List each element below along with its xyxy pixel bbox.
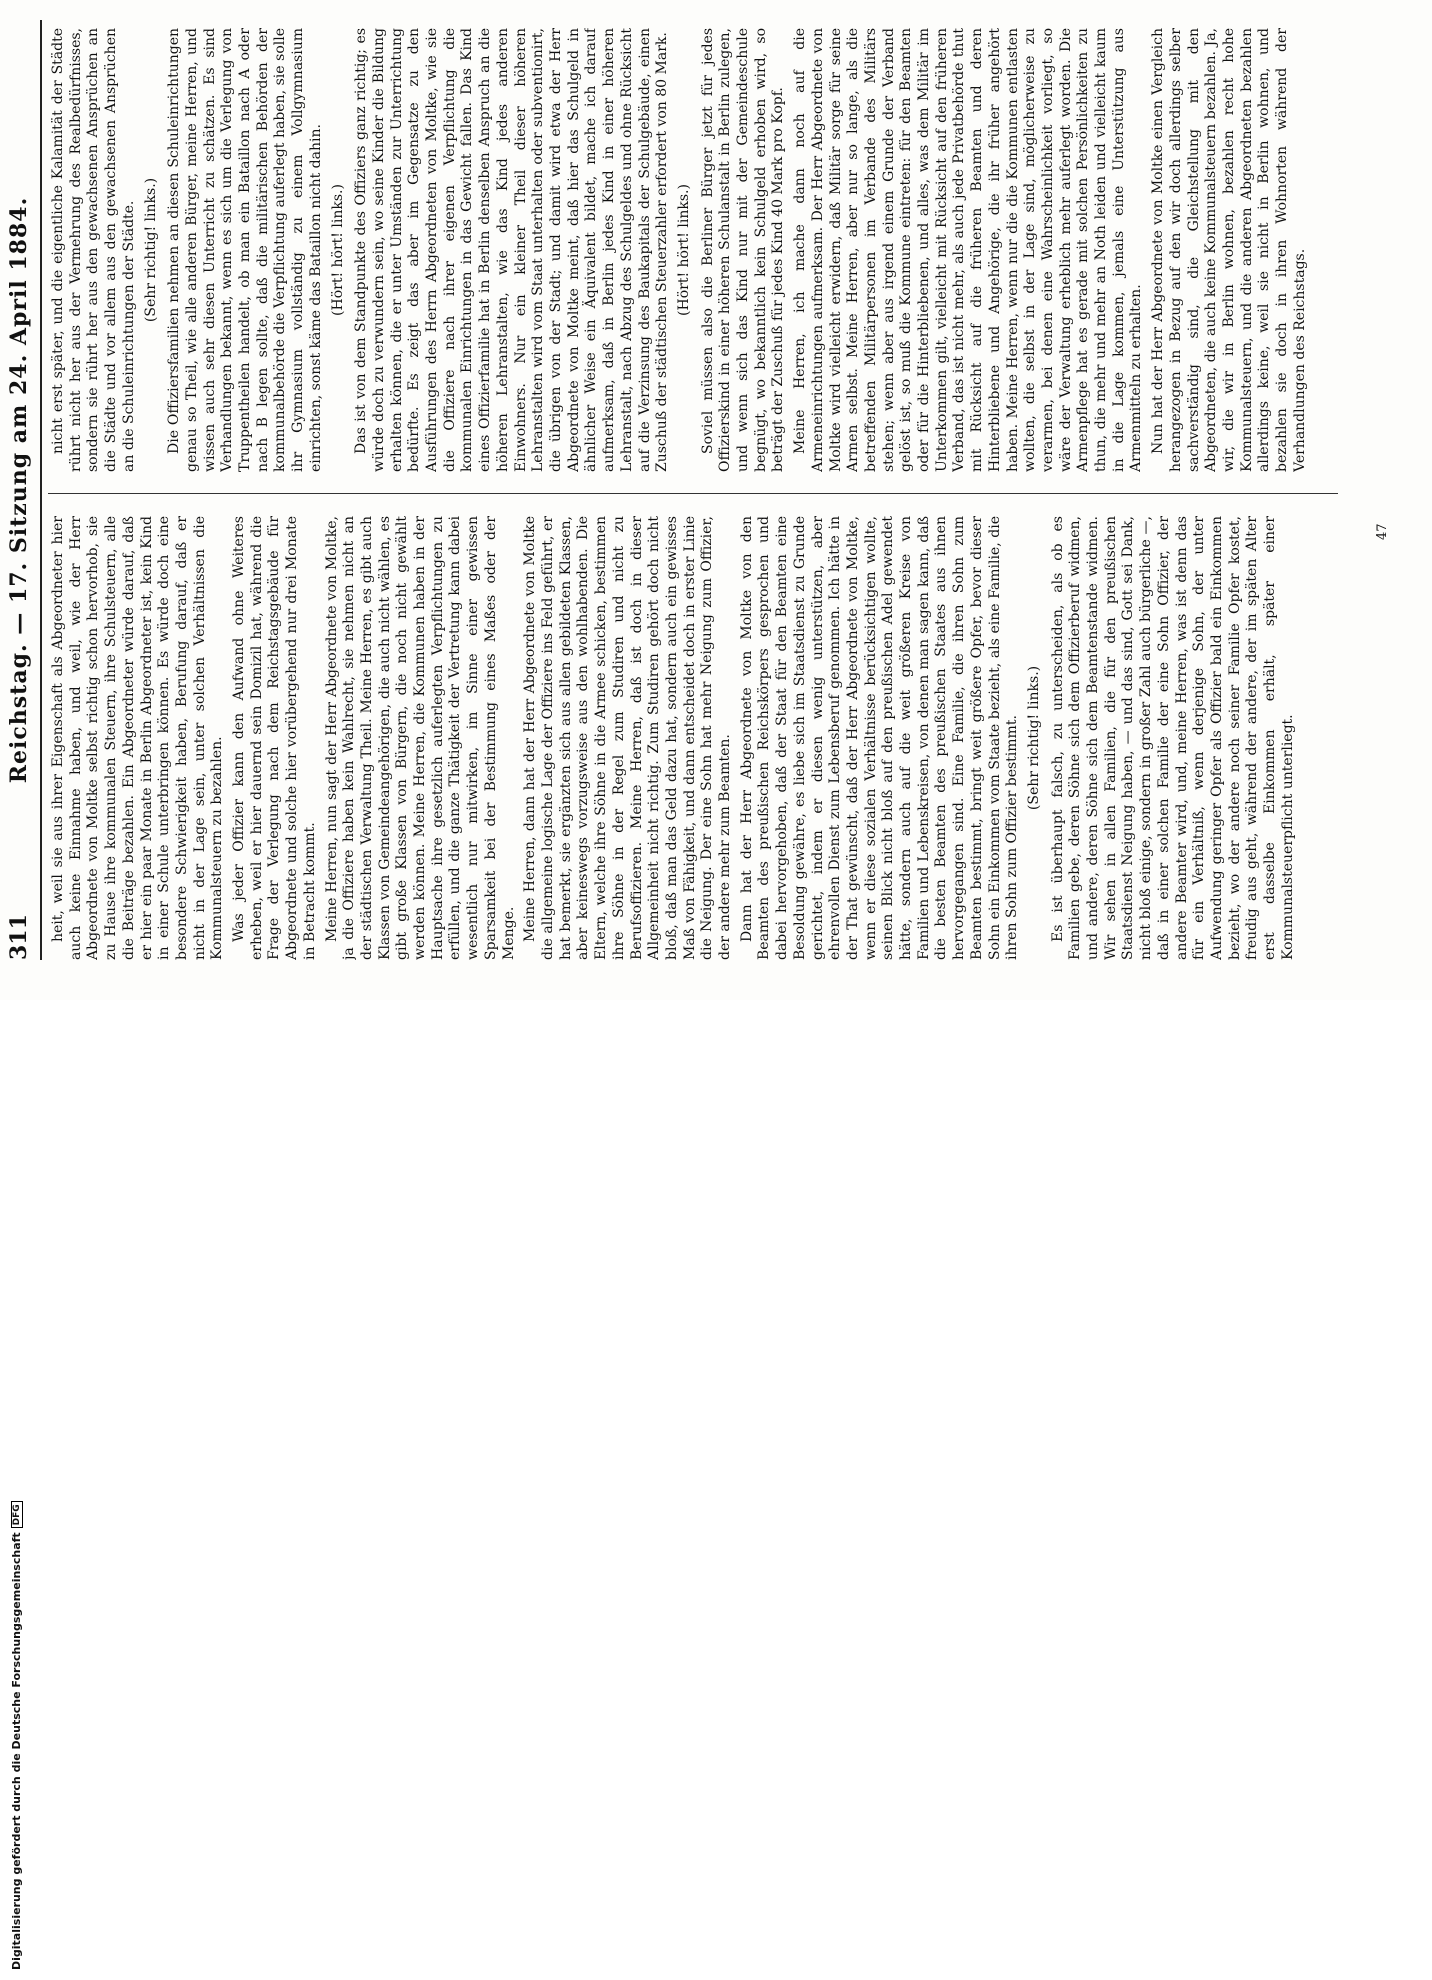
left-paragraph: Dann hat der Herr Abgeordnete von Moltke von den Beamten des preußischen Reichskörpers gesprochen und dabei hervorgehoben, daß der Staat für den Beamten eine Besoldung gewähre, es liebe sich im Staatsdienst zu Grunde gerichtet, indem er diesen wenig unterstützen, aber ehrenvollen Dienst zum Lebensberuf genommen. Ich hätte in der That gewünscht, daß der Herr Abgeordnete von Moltke, wenn er diese sozialen Verhältnisse berücksichtigen wollte, seinen Blick nicht bloß auf den preußischen Adel gewendet hätte, sondern auch auf die weit größeren Kreise von Familien und Lebenskreisen, von denen man sagen kann, daß die besten Beamten des preußischen Staates aus ihnen hervorgegangen sind. Eine Familie, die ihren Sohn zum Beamten bestimmt, bringt weit größere Opfer, bevor dieser Sohn ein Einkommen vom Staate bezieht, als eine Familie, die ihren Sohn zum Offizier bestimmt. bbox=[738, 516, 1021, 960]
interjection: (Sehr richtig! links.) bbox=[1025, 665, 1042, 811]
left-paragraph: Es ist überhaupt falsch, zu unterscheiden, als ob es Familien gebe, deren Söhne sich dem Offizierberuf widmen, und andere, deren Söhne sich dem Beamtenstande widmen. Wir sehen in allen Familien, die für den preußischen Staatsdienst Neigung haben, — und das sind, Gott sei Dank, nicht bloß einige, sondern in großer Zahl auch bürgerliche —, daß in einer solchen Familie der eine Sohn Offizier, der andere Beamter wird, und, meine Herren, was ist denn das für ein Verhältniß, wenn derjenige Sohn, der unter Aufwendung geringer Opfer als Offizier bald ein Einkommen bezieht, wo der andere noch seiner Familie Opfer kostet, freudig aus geht, während der andere, der im späten Alter erst dasselbe Einkommen erhält, später einer Kommunalsteuerpflicht unterliegt. bbox=[1049, 516, 1296, 960]
right-paragraph: nicht erst später, und die eigentliche Kalamität der Städte rührt nicht her aus der Vermehrung des Realbedürfnisses, sondern sie rührt her aus den gewachsenen Ansprüchen an die Städte und vor allem aus den gewachsenen Ansprüchen an die Schuleinrichtungen der Städte. bbox=[50, 28, 137, 472]
credit-text: Digitalisierung gefördert durch die Deutsche Forschungsgemeinschaft bbox=[10, 1532, 23, 1970]
running-head: Reichstag. — 17. Sitzung am 24. April 1884. bbox=[6, 196, 32, 784]
right-paragraph: Soviel müssen also die Berliner Bürger jetzt für jedes Offizierskind in einer höheren Schulanstalt in Berlin zulegen, und wenn sich das Kind nur mit der Gemeindeschule begnügt, wo bekanntlich kein Schulgeld erhoben wird, so beträgt der Zuschuß für jedes Kind 40 Mark pro Kopf. bbox=[699, 28, 787, 472]
left-paragraph: heit, weil sie aus ihrer Eigenschaft als Abgeordneter hier auch keine Einnahme haben, und weil, wie der Herr Abgeordnete von Moltke selbst richtig schon hervorhob, sie zu Hause ihre kommunalen Steuern, ihre Schulsteuern, alle die Beiträge bezahlen. Ein Abgeordneter würde darauf, daß er hier ein paar Monate in Berlin Abgeordneter ist, kein Kind in einer Schule unterbringen können. Es würde doch eine besondere Schwierigkeit haben, Berufung darauf, daß er nicht in der Lage sein, unter solchen Verhältnissen die Kommunalsteuern zu bezahlen. bbox=[50, 516, 226, 960]
right-paragraph: Nun hat der Herr Abgeordnete von Moltke einen Vergleich herangezogen in Bezug auf den wir doch allerdings selber sachverständig sind, die Gleichstellung mit den Abgeordneten, die auch keine Kommunalsteuern bezahlen. Ja, wir, die wir in Berlin wohnen, bezahlen recht hohe Kommunalsteuern, und die anderen Abgeordneten bezahlen allerdings keine, weil sie nicht in Berlin wohnen, und bezahlen sie doch in ihren Wohnorten während der Verhandlungen des Reichstags. bbox=[1150, 28, 1308, 472]
signature-mark: 47 bbox=[1375, 523, 1390, 540]
interjection: (Hört! hört! links.) bbox=[675, 184, 692, 316]
left-column bbox=[50, 516, 1335, 960]
dfg-logo: DFG bbox=[11, 1501, 23, 1528]
left-paragraph: Was jeder Offizier kann den Aufwand ohne Weiteres erheben, weil er hier dauernd sein Domizil hat, während die Frage der Verlegung nach dem Reichstagsgebäude für Abgeordnete und solche hier vorübergehend nur drei Monate in Betracht kommt. bbox=[231, 516, 318, 960]
left-paragraph: Meine Herren, dann hat der Herr Abgeordnete von Moltke die allgemeine logische Lage der Offiziere ins Feld geführt, er hat bemerkt, sie ergänzten sich aus allen gebildeten Klassen, aber keineswegs vorzugsweise aus den wohlhabenden. Die Eltern, welche ihre Söhne in die Armee schicken, bestimmen ihre Söhne in der Regel zum Studiren und nicht zu Berufsoffizieren. Meine Herren, daß ist doch in dieser Allgemeinheit nicht richtig. Zum Studiren gehört doch nicht bloß, daß man das Geld dazu hat, sondern auch ein gewisses Maß von Fähigkeit, und dann entscheidet doch in erster Linie die Neigung. Der eine Sohn hat mehr Neigung zum Offizier, der andere mehr zum Beamten. bbox=[522, 516, 734, 960]
right-paragraph: Meine Herren, ich mache dann noch auf die Armeneinrichtungen aufmerksam. Der Herr Abgeordnete von Moltke wird vielleicht erwidern, daß Militär sorge für seine Armen selbst. Meine Herren, aber nur so lange, als die betreffenden Militärpersonen im Verbande des Militärs stehen; wenn aber aus irgend einem Grunde der Verband gelöst ist, so muß die Kommune eintreten: für den Beamten oder für die Hinterbliebenen, und alles, was dem Militär im Unterkommen gilt, vielleicht mit Rücksicht auf den früheren Verband, das ist nicht mehr, als auch jede Privatbehörde thut mit Rücksicht auf die früheren Beamten und deren Hinterbliebene und Angehörige, die ihr früher angehört haben. Meine Herren, wenn nur die die Kommunen entlasten wollten, die selbst in der Lage sind, möglicherweise zu verarmen, bei denen eine Wahrscheinlichkeit vorliegt, so wäre der Verwaltung erheblich mehr auferlegt worden. Die Armenpflege hat es gerade mit solchen Persönlichkeiten zu thun, die mehr und mehr an Noth leiden und vielleicht kaum in die Lage kommen, jemals eine Unterstützung aus Armenmitteln zu erhalten. bbox=[792, 28, 1145, 472]
page-number: 311 bbox=[6, 914, 32, 960]
left-paragraph: Meine Herren, nun sagt der Herr Abgeordnete von Moltke, ja die Offiziere haben kein Wahlrecht, sie nehmen nicht an der städtischen Verwaltung Theil. Meine Herren, es gibt auch Klassen von Gemeindeangehörigen, die auch nicht wählen, es gibt große Klassen von Bürgern, die noch nicht gewählt werden können. Meine Herren, die Kommunen haben in der Hauptsache ihre gesetzlich auferlegten Verpflichtungen zu erfüllen, und die ganze Thätigkeit der Vertretung kann dabei wesentlich nur mitwirken, im Sinne einer gewissen Sparsamkeit bei der Bestimmung eines Maßes oder der Menge. bbox=[323, 516, 517, 960]
page-header bbox=[6, 20, 42, 960]
right-paragraph: Das ist von dem Standpunkte des Offiziers ganz richtig; es würde doch zu verwundern sein, wo seine Kinder die Bildung erhalten können, die er unter Umständen zur Unterrichtung bedürfte. Es zeigt das aber im Gegensatze zu den Ausführungen des Herrn Abgeordneten von Moltke, wie sie die Offiziere nach ihrer eigenen Verpflichtung die kommunalen Einrichtungen in das Gewicht fallen. Das Kind eines Offizierfamilie hat in Berlin denselben Anspruch an die höheren Lehranstalten, wie das Kind jedes anderen Einwohners. Nur ein kleiner Theil dieser höheren Lehranstalten wird vom Staat unterhalten oder subventionirt, die übrigen von der Stadt; und damit wird etwa der Herr Abgeordnete von Moltke meint, daß hier das Schulgeld in ähnlicher Weise ein Äquivalent bildet, mache ich darauf aufmerksam, daß in Berlin jedes Kind in einer höheren Lehranstalt, nach Abzug des Schulgeldes und ohne Rücksicht auf die Verzinsung des Baukapitals der Schulgebäude, einen Zuschuß der städtischen Steuerzahler erfordert von 80 Mark. bbox=[353, 28, 671, 472]
interjection: (Sehr richtig! links.) bbox=[142, 177, 159, 323]
right-paragraph: Die Offiziersfamilien nehmen an diesen Schuleinrichtungen genau so Theil, wie alle anderen Bürger, meine Herren, und wissen auch sehr diesen Unterricht zu schätzen. Es sind Verhandlungen bekannt, wenn es sich um die Verlegung von Truppentheilen handelt, ob man ein Bataillon nach A oder nach B legen sollte, daß die militärischen Behörden der kommunalbehörde die Verpflichtung auferlegt haben, sie solle ihr Gymnasium vollständig zu einem Vollgymnasium einrichten, sonst käme das Bataillon nicht dahin. bbox=[166, 28, 324, 472]
right-column bbox=[50, 28, 1335, 472]
column-rule bbox=[48, 493, 1338, 494]
interjection: (Hört! hört! links.) bbox=[329, 184, 346, 316]
digitization-credit bbox=[0, 980, 23, 1980]
